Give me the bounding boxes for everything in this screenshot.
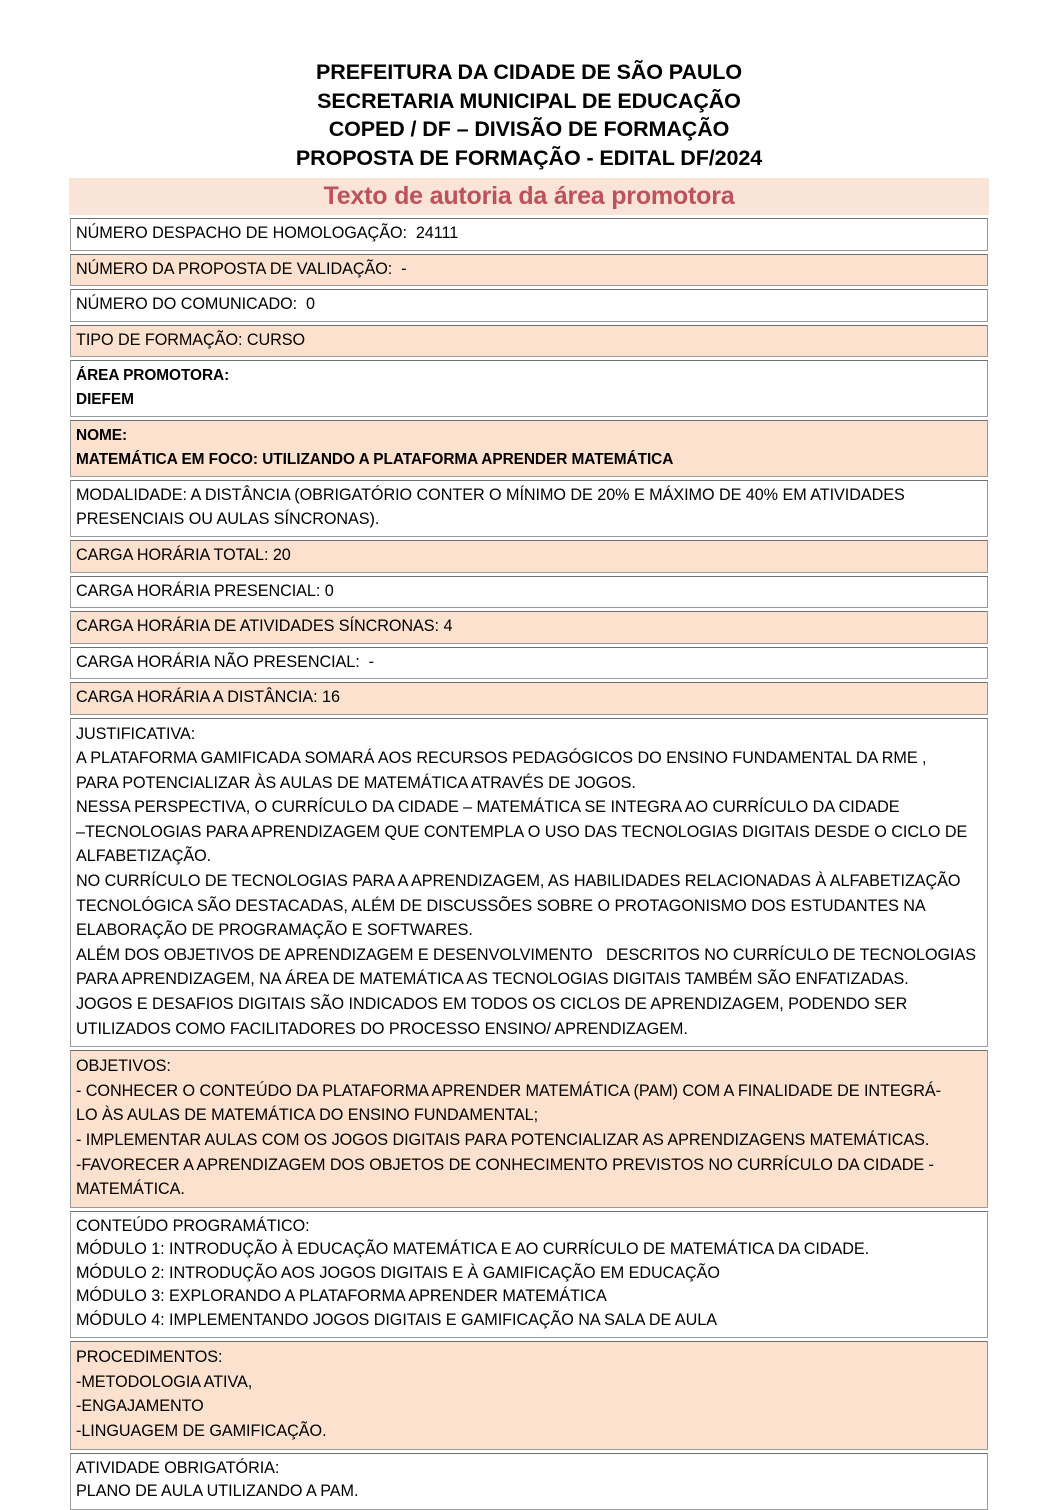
form-row-numero-comunicado-line-1: NÚMERO DO COMUNICADO: 0 <box>76 295 315 313</box>
form-row-procedimentos-line-1: PROCEDIMENTOS: <box>76 1348 223 1367</box>
form-row-carga-horaria-a-distancia-line-1: CARGA HORÁRIA A DISTÂNCIA: 16 <box>76 688 340 706</box>
form-row-tipo-de-formacao <box>70 325 988 358</box>
form-row-conteudo-programatico-line-5: MÓDULO 4: IMPLEMENTANDO JOGOS DIGITAIS E GAMIFICAÇÃO NA SALA DE AULA <box>76 1310 717 1329</box>
form-row-carga-horaria-nao-presencial <box>70 647 988 680</box>
form-row-procedimentos-line-3: -ENGAJAMENTO <box>76 1397 204 1416</box>
form-row-objetivos <box>70 1050 988 1208</box>
form-row-numero-despacho-homologacao <box>70 218 988 251</box>
heading-line-1: PREFEITURA DA CIDADE DE SÃO PAULO <box>316 60 742 84</box>
form-row-justificativa <box>70 718 988 1048</box>
form-row-atividade-obrigatoria <box>70 1453 988 1510</box>
form-row-objetivos-line-6: MATEMÁTICA. <box>76 1180 185 1199</box>
form-row-justificativa-line-8: TECNOLÓGICA SÃO DESTACADAS, ALÉM DE DISCUSSÕES SOBRE O PROTAGONISMO DOS ESTUDANTES NA <box>76 896 926 915</box>
form-row-justificativa-line-1: JUSTIFICATIVA: <box>76 724 196 743</box>
form-row-carga-horaria-presencial <box>70 576 988 609</box>
form-row-conteudo-programatico-line-4: MÓDULO 3: EXPLORANDO A PLATAFORMA APRENDER MATEMÁTICA <box>76 1287 607 1306</box>
form-row-nome-da-formacao-line-2: MATEMÁTICA EM FOCO: UTILIZANDO A PLATAFORMA APRENDER MATEMÁTICA <box>76 450 674 468</box>
form-row-objetivos-line-5: -FAVORECER A APRENDIZAGEM DOS OBJETOS DE CONHECIMENTO PREVISTOS NO CURRÍCULO DA CIDADE - <box>76 1155 934 1174</box>
form-row-conteudo-programatico-line-1: CONTEÚDO PROGRAMÁTICO: <box>76 1216 310 1235</box>
form-row-conteudo-programatico-line-2: MÓDULO 1: INTRODUÇÃO À EDUCAÇÃO MATEMÁTICA E AO CURRÍCULO DE MATEMÁTICA DA CIDADE. <box>76 1240 870 1259</box>
form-row-tipo-de-formacao-line-1: TIPO DE FORMAÇÃO: CURSO <box>76 330 306 349</box>
form-row-objetivos-line-1: OBJETIVOS: <box>76 1057 171 1076</box>
section-banner-texto-autoria: Texto de autoria da área promotora <box>69 178 989 215</box>
form-row-carga-horaria-total <box>70 540 988 573</box>
form-row-carga-horaria-a-distancia <box>70 682 988 715</box>
form-row-carga-horaria-presencial-line-1: CARGA HORÁRIA PRESENCIAL: 0 <box>76 581 334 600</box>
form-row-area-promotora-line-1: ÁREA PROMOTORA: <box>76 367 230 384</box>
heading-line-2: SECRETARIA MUNICIPAL DE EDUCAÇÃO <box>317 88 741 113</box>
form-row-procedimentos <box>70 1341 988 1449</box>
form-row-modalidade-line-1: MODALIDADE: A DISTÂNCIA (OBRIGATÓRIO CONTER O MÍNIMO DE 20% E MÁXIMO DE 40% EM ATIVIDADES <box>76 486 905 504</box>
form-row-procedimentos-line-2: -METODOLOGIA ATIVA, <box>76 1372 253 1391</box>
form-row-justificativa-line-6: ALFABETIZAÇÃO. <box>76 847 212 866</box>
form-row-numero-proposta-validacao-line-1: NÚMERO DA PROPOSTA DE VALIDAÇÃO: - <box>76 259 407 278</box>
form-row-objetivos-line-4: - IMPLEMENTAR AULAS COM OS JOGOS DIGITAIS PARA POTENCIALIZAR AS APRENDIZAGENS MATEMÁTICAS. <box>76 1131 930 1149</box>
form-row-justificativa-line-12: JOGOS E DESAFIOS DIGITAIS SÃO INDICADOS EM TODOS OS CICLOS DE APRENDIZAGEM, PODENDO SER <box>76 995 908 1014</box>
form-row-modalidade-line-2: PRESENCIAIS OU AULAS SÍNCRONAS). <box>76 509 380 528</box>
form-row-area-promotora <box>70 360 988 417</box>
form-row-justificativa-line-13: UTILIZADOS COMO FACILITADORES DO PROCESSO ENSINO/ APRENDIZAGEM. <box>76 1019 688 1038</box>
form-row-justificativa-line-10: ALÉM DOS OBJETIVOS DE APRENDIZAGEM E DESENVOLVIMENTO DESCRITOS NO CURRÍCULO DE TECNOLOGIAS <box>76 945 976 964</box>
heading-line-4: PROPOSTA DE FORMAÇÃO - EDITAL DF/2024 <box>295 145 763 170</box>
form-row-nome-da-formacao-line-1: NOME: <box>76 427 128 444</box>
form-row-atividade-obrigatoria-line-2: PLANO DE AULA UTILIZANDO A PAM. <box>76 1482 359 1501</box>
form-row-carga-horaria-atividades-sincronas-line-1: CARGA HORÁRIA DE ATIVIDADES SÍNCRONAS: 4 <box>76 617 453 635</box>
form-row-numero-comunicado <box>70 289 988 322</box>
form-row-area-promotora-line-2: DIEFEM <box>76 390 134 408</box>
form-row-numero-despacho-homologacao-line-1: NÚMERO DESPACHO DE HOMOLOGAÇÃO: 24111 <box>76 224 459 242</box>
form-row-modalidade <box>70 480 988 537</box>
form-row-justificativa-line-2: A PLATAFORMA GAMIFICADA SOMARÁ AOS RECURSOS PEDAGÓGICOS DO ENSINO FUNDAMENTAL DA RME , <box>76 749 927 768</box>
form-row-justificativa-line-9: ELABORAÇÃO DE PROGRAMAÇÃO E SOFTWARES. <box>76 921 473 940</box>
proposal-form-table <box>70 218 988 1510</box>
document-heading <box>0 0 1058 172</box>
form-row-justificativa-line-4: NESSA PERSPECTIVA, O CURRÍCULO DA CIDADE – MATEMÁTICA SE INTEGRA AO CURRÍCULO DA CIDADE <box>76 798 900 817</box>
form-row-justificativa-line-11: PARA APRENDIZAGEM, NA ÁREA DE MATEMÁTICA AS TECNOLOGIAS DIGITAIS TAMBÉM SÃO ENFATIZADAS. <box>76 970 909 989</box>
form-row-procedimentos-line-4: -LINGUAGEM DE GAMIFICAÇÃO. <box>76 1422 327 1441</box>
form-row-justificativa-line-7: NO CURRÍCULO DE TECNOLOGIAS PARA A APRENDIZAGEM, AS HABILIDADES RELACIONADAS À ALFABETIZAÇÃO <box>76 872 961 891</box>
form-row-carga-horaria-total-line-1: CARGA HORÁRIA TOTAL: 20 <box>76 546 291 564</box>
form-row-justificativa-line-5: –TECNOLOGIAS PARA APRENDIZAGEM QUE CONTEMPLA O USO DAS TECNOLOGIAS DIGITAIS DESDE O CICLO DE <box>76 822 968 841</box>
form-row-atividade-obrigatoria-line-1: ATIVIDADE OBRIGATÓRIA: <box>76 1458 280 1477</box>
form-row-carga-horaria-atividades-sincronas <box>70 611 988 644</box>
form-row-numero-proposta-validacao <box>70 254 988 287</box>
form-row-justificativa-line-3: PARA POTENCIALIZAR ÀS AULAS DE MATEMÁTICA ATRAVÉS DE JOGOS. <box>76 773 636 792</box>
form-row-conteudo-programatico-line-3: MÓDULO 2: INTRODUÇÃO AOS JOGOS DIGITAIS E À GAMIFICAÇÃO EM EDUCAÇÃO <box>76 1263 720 1282</box>
form-row-objetivos-line-2: - CONHECER O CONTEÚDO DA PLATAFORMA APRENDER MATEMÁTICA (PAM) COM A FINALIDADE DE INTEGRÁ- <box>76 1081 941 1100</box>
form-row-nome-da-formacao <box>70 420 988 477</box>
form-row-conteudo-programatico <box>70 1211 988 1339</box>
form-row-objetivos-line-3: LO ÀS AULAS DE MATEMÁTICA DO ENSINO FUNDAMENTAL; <box>76 1106 539 1125</box>
form-row-carga-horaria-nao-presencial-line-1: CARGA HORÁRIA NÃO PRESENCIAL: - <box>76 652 374 671</box>
heading-line-3: COPED / DF – DIVISÃO DE FORMAÇÃO <box>328 117 730 141</box>
